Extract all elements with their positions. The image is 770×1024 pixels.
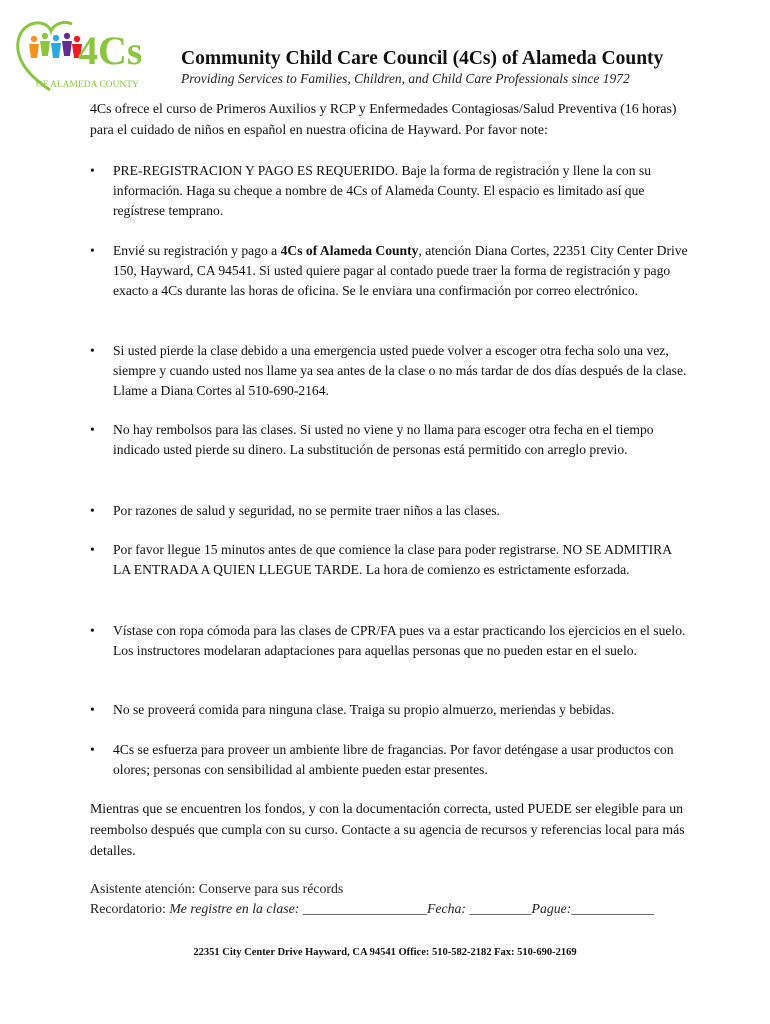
reimbursement-paragraph: Mientras que se encuentren los fondos, y con la documentación correcta, usted PUEDE ser elegible para un reembolso después que cumpla con su curso. Contacte a su agencia de recursos y referencias local para más detalles. <box>90 801 685 858</box>
list-item <box>90 420 690 460</box>
reminder-label: Recordatorio: <box>90 901 170 916</box>
list-item-text: PRE-REGISTRACION Y PAGO ES REQUERIDO. Baje la forma de registración y llene la con su información. Haga su cheque a nombre de 4Cs of Alameda County. El espacio es limitado así que regístrese temprano. <box>113 163 652 218</box>
list-item <box>90 621 690 661</box>
logo-4cs-text: 4Cs <box>78 28 143 73</box>
children-figures-icon <box>29 33 82 58</box>
bullet-icon: • <box>90 742 95 757</box>
list-item-text: Envié su registración y pago a 4Cs of Alameda County, atención Diana Cortes, 22351 City Center Drive 150, Hayward, CA 94541. Si usted quiere pagar al contado puede traer la forma de registración y pago exacto a 4Cs durante las horas de oficina. Se le enviara una confirmación por correo electrónico. <box>113 243 688 298</box>
list-item <box>90 540 690 580</box>
list-item-text: Vístase con ropa cómoda para las clases de CPR/FA pues va a estar practicando los ejercicios en el suelo. Los instructores modelaran adaptaciones para aquellas personas que no pueden estar en el suelo. <box>113 623 686 658</box>
list-item <box>90 241 690 301</box>
list-item <box>90 161 690 221</box>
organization-name-bold: 4Cs of Alameda County <box>280 243 419 258</box>
organization-title: Community Child Care Council (4Cs) of Alameda County <box>181 48 664 69</box>
bullet-icon: • <box>90 542 95 557</box>
reminder-line <box>90 899 654 919</box>
attendee-note: Asistente atención: Conserve para sus récords <box>90 881 344 896</box>
list-item <box>90 740 690 780</box>
list-item <box>90 501 690 521</box>
bullet-icon: • <box>90 163 95 178</box>
bullet-icon: • <box>90 623 95 638</box>
bullet-icon: • <box>90 503 95 518</box>
bullet-icon: • <box>90 422 95 437</box>
organization-logo <box>14 14 162 94</box>
list-item-text: Si usted pierde la clase debido a una emergencia usted puede volver a escoger otra fecha solo una vez, siempre y cuando usted nos llame ya sea antes de la clase o no más tardar de dos días después de la clase. Llame a Diana Cortes al 510-690-2164. <box>113 343 687 398</box>
list-item-text: Por razones de salud y seguridad, no se permite traer niños a las clases. <box>113 503 500 518</box>
list-item-text: No se proveerá comida para ninguna clase. Traiga su propio almuerzo, meriendas y bebidas. <box>113 702 615 717</box>
intro-paragraph: 4Cs ofrece el curso de Primeros Auxilios y RCP y Enfermedades Contagiosas/Salud Preventiva (16 horas) para el cuidado de niños en español en nuestra oficina de Hayward. Por favor note: <box>90 101 677 137</box>
list-item-text: 4Cs se esfuerza para proveer un ambiente libre de fragancias. Por favor deténgase a usar productos con olores; personas con sensibilidad al ambiente pueden estar presentes. <box>113 742 674 777</box>
bullet-icon: • <box>90 343 95 358</box>
list-item <box>90 341 690 401</box>
footer-address: 22351 City Center Drive Hayward, CA 94541 Office: 510-582-2182 Fax: 510-690-2169 <box>193 947 577 958</box>
list-item-text: Por favor llegue 15 minutos antes de que comience la clase para poder registrarse. NO SE ADMITIRA LA ENTRADA A QUIEN LLEGUE TARDE. La hora de comienzo es estrictamente esforzada. <box>113 542 672 577</box>
bullet-icon: • <box>90 702 95 717</box>
attendee-section <box>90 879 654 919</box>
bullet-icon: • <box>90 243 95 258</box>
organization-tagline: Providing Services to Families, Children, and Child Care Professionals since 1972 <box>181 71 630 86</box>
logo-county-text: OF ALAMEDA COUNTY <box>36 80 139 90</box>
list-item <box>90 700 690 720</box>
reminder-fields: Me registre en la clase: __________________Fecha: _________Pague:____________ <box>169 901 655 916</box>
list-item-text: No hay rembolsos para las clases. Si usted no viene y no llama para escoger otra fecha en el tiempo indicado usted pierde su dinero. La substitución de personas está permitido con arreglo previo. <box>113 422 654 457</box>
